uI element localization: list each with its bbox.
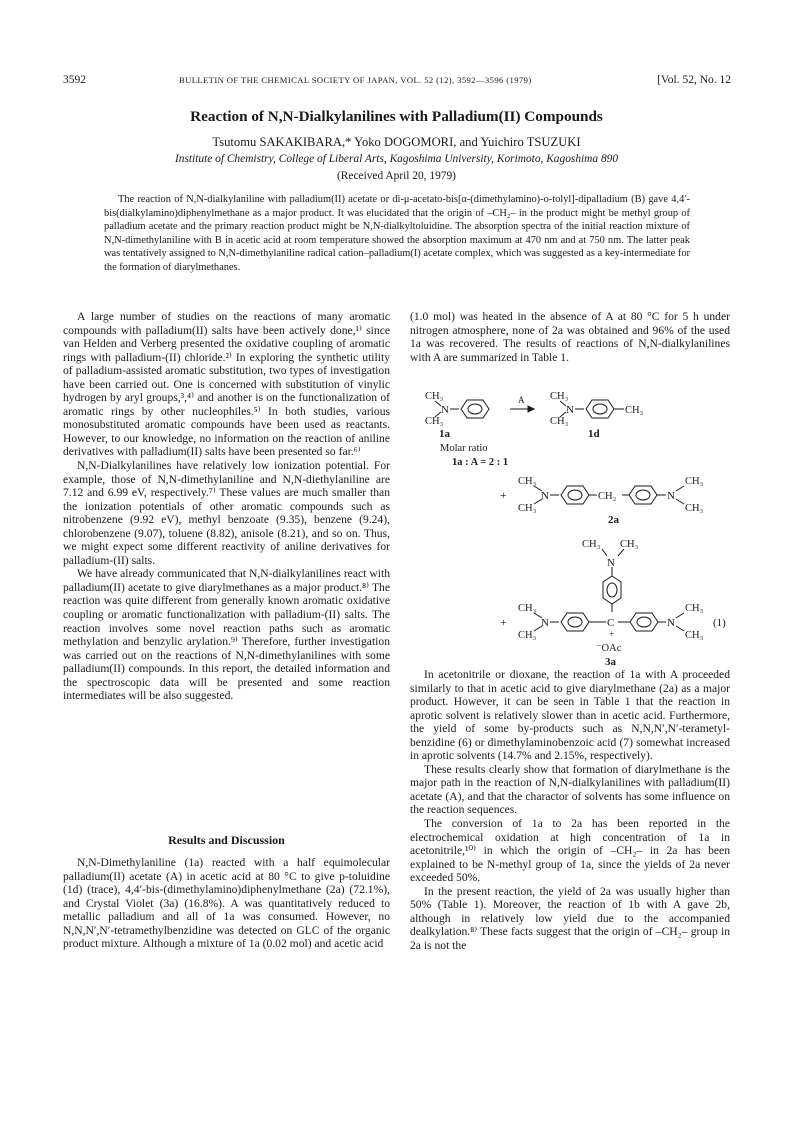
right-column-top [410,310,730,364]
nitrogen-label: N [541,490,549,502]
ch3-label: CH₃ [518,476,537,487]
paragraph: We have already communicated that N,N-dialkylanilines react with palladium(II) acetate to give diarylmethanes as a major product.⁸⁾ The reaction was quite different from generally known aromatic oxidative coupling or aromatic functionalization with palladium-(II) salts. The reaction involves some novel reaction paths such as aromatic methylation and benzylic arylation.⁹⁾ Therefore, further investigation was carried out on the reactions of N,N-dimethylanilines with some palladium(II) compounds. In this report, the detailed information and the spectroscopic data will be presented and some reaction intermediates will be also suggested. [63,567,390,703]
nitrogen-label: N [541,617,549,629]
abstract: The reaction of N,N-dialkylaniline with palladium(II) acetate or di-μ-acetato-bis[α-(dimethylamino)-o-tolyl]-dipalladium (B) gave 4,4′-bis(dialkylamino)diphenylmethane as a major product. It was elucidated that the origin of –CH₂– in the product might be methyl group of palladium acetate and the primary reaction product might be N,N-dialkyltoluidine. The absorption spectra of the initial reaction mixture of N,N-dimethylaniline with B in acetic acid at room temperature showed the absorption maximum at 470 nm and at 750 nm. The latter peak was tentatively assigned to N,N-dimethylaniline radical cation–palladium(I) acetate complex, which was suggested as a key-intermediate for the formation of diarylmethanes. [104,194,690,273]
paragraph: A large number of studies on the reactions of many aromatic compounds with palladium(II) salts have been actively done,¹⁾ since van Helden and Verberg presented the oxidative coupling of aromatic rings with palladium-(II) chloride.²⁾ In exploring the synthetic utility of palladium-assisted aromatic substitution, two types of investigation have been carried out. One is concerned with substitution of vinylic hydrogen by aryl groups,³,⁴⁾ and another is on the functionalization of aromatic rings by other nucleophiles.⁵⁾ In both studies, various monosubstituted aromatic compounds have been used as reactants. However, to our knowledge, no information on the reaction of aniline derivatives with palladium(II) salts have been presented so far.⁶⁾ [63,310,390,459]
plus-sign: + [500,615,507,629]
nitrogen-label: N [441,404,449,416]
nitrogen-label: N [607,557,615,569]
ch3-label: CH₃ [518,603,537,614]
ch3-label: CH₃ [518,630,537,641]
received-date: (Received April 20, 1979) [337,170,456,182]
ch3-label: CH₃ [620,539,639,550]
paragraph: N,N-Dimethylaniline (1a) reacted with a half equimolecular palladium(II) acetate (A) in acetic acid at 80 °C to give p-toluidine (1d) (trace), 4,4′-bis-(dimethylamino)diphenylmethane (2a) (72.1%), and Crystal Violet (3a) (16.8%). A was quantitatively reduced to metallic palladium and all of 1a was consumed. However, no N,N,N′,N′-tetramethylbenzidine was detected on GLC of the organic product mixture. Although a mixture of 1a (0.02 mol) and acetic acid [63,856,390,951]
ch3-label: CH₃ [550,391,569,402]
affiliation: Institute of Chemistry, College of Liberal Arts, Kagoshima University, Korimoto, Kagoshima 890 [174,153,619,165]
section-heading: Results and Discussion [168,833,285,847]
molar-ratio-value: 1a : A = 2 : 1 [452,457,509,468]
equation-number: (1) [713,617,726,629]
ch3-label: CH₃ [425,416,444,427]
volume-label: [Vol. 52, No. 12 [657,74,731,86]
compound-label-3a: 3a [605,656,616,665]
paragraph: In acetonitrile or dioxane, the reaction of 1a with A proceeded similarly to that in acetic acid to give diarylmethane (2a) as a major product. However, it can be seen in Table 1 that the reaction in aprotic solvent is relatively slower than in acetic acid. Furthermore, the yield of some by-products such as N,N,N′,N′-terametyl-benzidine (6) or dimethylaminobenzoic acid (7) somewhat increased in aprotic solvents (14.7% and 2.15%, respectively). [410,668,730,763]
ch3-label: CH₃ [550,416,569,427]
reaction-scheme-drawing [410,387,740,665]
arrow-label: A [518,395,525,405]
journal-citation: BULLETIN OF THE CHEMICAL SOCIETY OF JAPAN, VOL. 52 (12), 3592—3596 (1979) [179,75,532,85]
compound-label-1a: 1a [439,428,450,440]
right-column-bottom [410,668,730,952]
left-column [63,310,390,703]
running-header [63,74,731,90]
ch3-label: CH₃ [625,405,644,416]
paragraph: The conversion of 1a to 2a has been reported in the electrochemical oxidation at high concentration of 1a in acetonitrile,¹⁰⁾ in which the origin of –CH₂– in 2a has been explained to be N-methyl group of 1a, since the yields of 2a never exceeded 50%. [410,817,730,885]
ch3-label: CH₃ [685,503,704,514]
paper-title: Reaction of N,N-Dialkylanilines with Palladium(II) Compounds [190,108,603,125]
authors: Tsutomu SAKAKIBARA,* Yoko DOGOMORI, and Yuichiro TSUZUKI [212,135,581,149]
ch3-label: CH₃ [685,603,704,614]
ch2-label: CH₂ [598,491,617,502]
paragraph: In the present reaction, the yield of 2a was usually higher than 50% (Table 1). Moreover, the reaction of 1b with A gave 2b, although in relatively low yield due to the accompanied dealkylation.⁸⁾ These facts suggest that the origin of –CH₂– group in 2a is not the [410,884,730,952]
reaction-scheme [410,387,740,665]
paragraph: These results clearly show that formation of diarylmethane is the major path in the reaction of N,N-dialkylanilines with palladium(II) acetate (A), and that the charactor of solvents has some influence on the reaction sequences. [410,762,730,817]
ch3-label: CH₃ [425,391,444,402]
compound-label-1d: 1d [588,428,600,440]
nitrogen-label: N [667,490,675,502]
page-number: 3592 [63,74,86,86]
carbocation-label: C [607,617,615,629]
ch3-label: CH₃ [685,476,704,487]
paragraph: (1.0 mol) was heated in the absence of A at 80 °C for 5 h under nitrogen atmosphere, none of 2a was obtained and 96% of the used 1a was recovered. The results of reactions of N,N-dialkylanilines with A are summarized in Table 1. [410,310,730,364]
left-column-continued [63,856,390,951]
ch3-label: CH₃ [518,503,537,514]
ch3-label: CH₃ [582,539,601,550]
ch3-label: CH₃ [685,630,704,641]
molar-ratio-label: Molar ratio [440,443,488,454]
acetate-counterion: ⁻OAc [596,643,622,654]
nitrogen-label: N [667,617,675,629]
nitrogen-label: N [566,404,574,416]
compound-label-2a: 2a [608,514,619,526]
plus-sign: + [500,488,507,502]
positive-charge: + [609,629,615,639]
paragraph: N,N-Dialkylanilines have relatively low ionization potential. For example, those of N,N-dimethylaniline and N,N-diethylaniline are 7.12 and 6.99 eV, respectively.⁷⁾ These values are much smaller than the ionization potentials of other aromatic compounds such as nitrobenzene (9.92 eV), methyl benzoate (9.35), benzene (9.24), chlorobenzene (9.07), toluene (8.82), anisole (8.21), and so on. Thus, we might expect some different reactivity of aniline derivatives for palladium-(II) salts. [63,459,390,567]
